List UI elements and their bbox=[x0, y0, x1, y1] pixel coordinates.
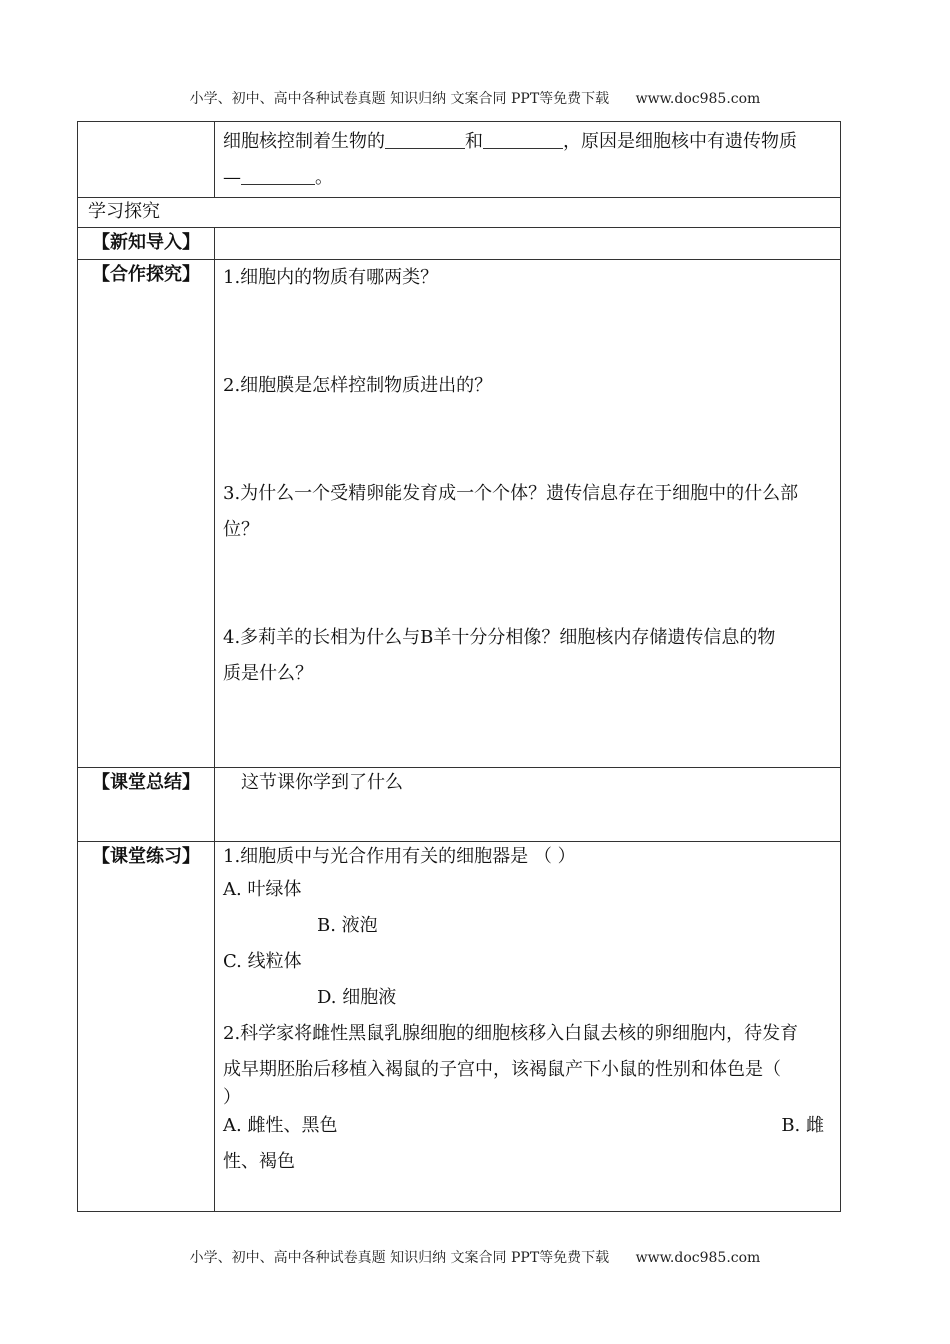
practice-2-option-b-part-1[interactable]: B. 雌 bbox=[781, 1115, 824, 1136]
cooperate-content bbox=[215, 260, 841, 768]
section-title-row bbox=[78, 198, 841, 228]
practice-1-option-b[interactable]: B. 液泡 bbox=[317, 915, 378, 936]
question-2: 2.细胞膜是怎样控制物质进出的？ bbox=[223, 375, 493, 396]
summary-label-cell bbox=[78, 768, 215, 842]
question-3-line-2: 位？ bbox=[223, 519, 259, 540]
blank-3[interactable] bbox=[241, 164, 315, 185]
answer-space-2[interactable] bbox=[223, 404, 832, 476]
practice-label-cell bbox=[78, 842, 215, 1212]
new-knowledge-content[interactable] bbox=[215, 228, 841, 260]
intro-text-5: 。 bbox=[315, 167, 333, 188]
practice-question-2-line-2: 成早期胚胎后移植入褐鼠的子宫中，该褐鼠产下小鼠的性别和体色是（ bbox=[223, 1059, 781, 1080]
practice-question-2-line-3: ） bbox=[223, 1087, 241, 1108]
question-4-line-1: 4.多莉羊的长相为什么与B羊十分分相像？细胞核内存储遗传信息的物 bbox=[223, 627, 776, 648]
new-knowledge-label: 【新知导入】 bbox=[92, 232, 200, 253]
summary-text: 这节课你学到了什么 bbox=[241, 772, 403, 793]
intro-text-2: 和 bbox=[465, 131, 483, 152]
practice-row bbox=[78, 842, 841, 1212]
page-footer bbox=[0, 1247, 950, 1267]
new-knowledge-label-cell bbox=[78, 228, 215, 260]
practice-question-2-line-1: 2.科学家将雌性黑鼠乳腺细胞的细胞核移入白鼠去核的卵细胞内，待发育 bbox=[223, 1023, 799, 1044]
cooperate-label-cell bbox=[78, 260, 215, 768]
footer-site: www.doc985.com bbox=[635, 1250, 761, 1266]
question-4-line-2: 质是什么？ bbox=[223, 663, 313, 684]
intro-line-2 bbox=[223, 160, 832, 196]
practice-question-1: 1.细胞质中与光合作用有关的细胞器是 （ ） bbox=[223, 846, 576, 867]
blank-1[interactable] bbox=[385, 128, 465, 149]
worksheet-table bbox=[77, 121, 841, 1212]
answer-space-3[interactable] bbox=[223, 548, 832, 620]
practice-1-option-c[interactable]: C. 线粒体 bbox=[223, 951, 302, 972]
summary-row bbox=[78, 768, 841, 842]
header-text: 小学、初中、高中各种试卷真题 知识归纳 文案合同 PPT等免费下载 bbox=[189, 91, 610, 107]
practice-2-option-a[interactable]: A. 雌性、黑色 bbox=[223, 1115, 338, 1136]
practice-2-option-b-part-2[interactable]: 性、褐色 bbox=[223, 1151, 295, 1172]
practice-1-option-a[interactable]: A. 叶绿体 bbox=[223, 879, 302, 900]
question-1: 1.细胞内的物质有哪两类？ bbox=[223, 267, 439, 288]
practice-label: 【课堂练习】 bbox=[92, 846, 200, 867]
page-header bbox=[0, 88, 950, 108]
section-title: 学习探究 bbox=[78, 198, 841, 228]
header-site: www.doc985.com bbox=[635, 91, 761, 107]
cooperate-label: 【合作探究】 bbox=[92, 264, 200, 285]
intro-text-3: ，原因是细胞核中有遗传物质 bbox=[563, 131, 797, 152]
intro-text-4: — bbox=[223, 167, 241, 188]
blank-2[interactable] bbox=[483, 128, 563, 149]
intro-row bbox=[78, 122, 841, 198]
footer-text: 小学、初中、高中各种试卷真题 知识归纳 文案合同 PPT等免费下载 bbox=[189, 1250, 610, 1266]
summary-content bbox=[215, 768, 841, 842]
intro-cell bbox=[215, 122, 841, 198]
practice-content bbox=[215, 842, 841, 1212]
intro-text-1: 细胞核控制着生物的 bbox=[223, 131, 385, 152]
intro-label-cell bbox=[78, 122, 215, 198]
question-3-line-1: 3.为什么一个受精卵能发育成一个个体？遗传信息存在于细胞中的什么部 bbox=[223, 483, 799, 504]
new-knowledge-row bbox=[78, 228, 841, 260]
practice-2-options-row bbox=[223, 1108, 832, 1144]
intro-line-1 bbox=[223, 124, 832, 160]
answer-space-1[interactable] bbox=[223, 296, 832, 368]
summary-label: 【课堂总结】 bbox=[92, 772, 200, 793]
cooperate-row bbox=[78, 260, 841, 768]
practice-1-option-d[interactable]: D. 细胞液 bbox=[317, 987, 397, 1008]
